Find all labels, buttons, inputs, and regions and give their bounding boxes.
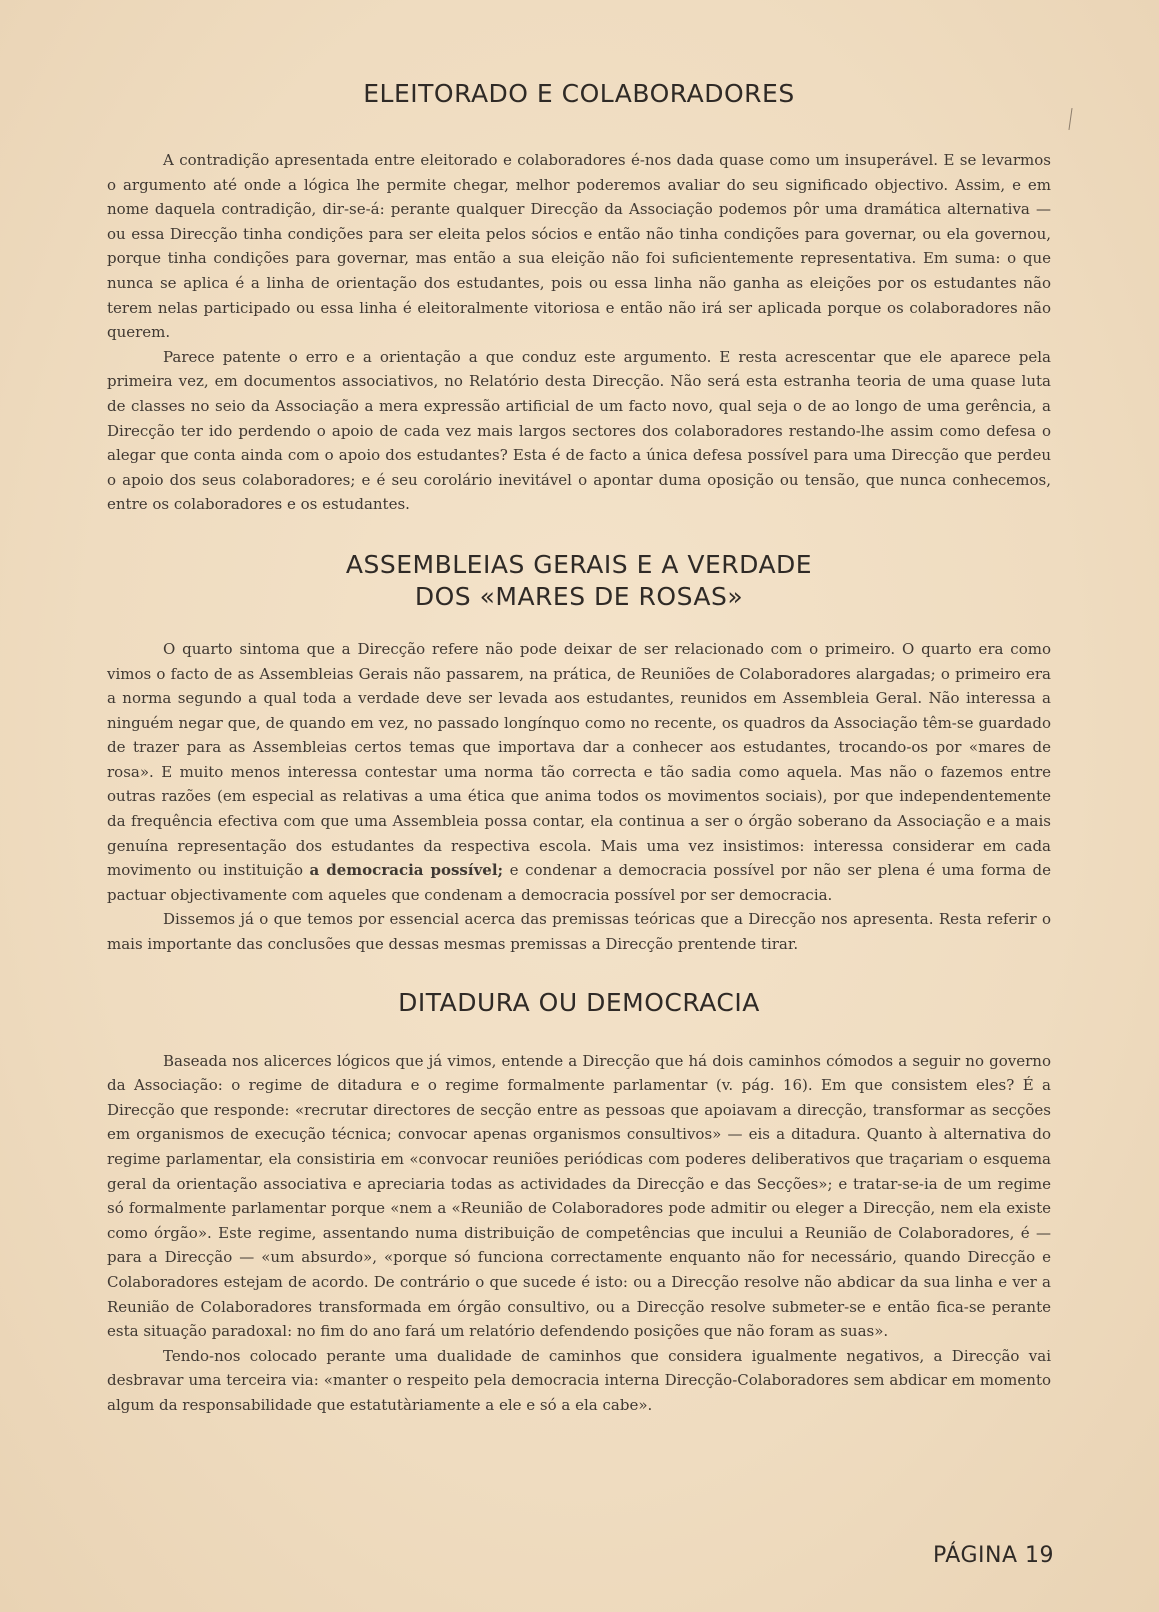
section-heading-assembleias bbox=[107, 549, 1051, 613]
section-heading-line: ASSEMBLEIAS GERAIS E A VERDADE bbox=[345, 549, 813, 579]
emphasis-text: a democracia possível; bbox=[309, 861, 504, 880]
page-number: PÁGINA 19 bbox=[932, 1543, 1054, 1568]
paragraph: Dissemos já o que temos por essencial acerca das premissas teóricas que a Direcção nos apresenta. Resta referir o mais importante das conclusões que dessas mesmas premissas a Direcção prentende tirar. bbox=[107, 910, 1051, 954]
section-heading-line: DOS «MARES DE ROSAS» bbox=[414, 581, 744, 611]
section-heading-ditadura: DITADURA OU DEMOCRACIA bbox=[398, 987, 760, 1017]
article-title: ELEITORADO E COLABORADORES bbox=[363, 79, 795, 108]
paragraph bbox=[107, 637, 1051, 908]
margin-pencil-mark bbox=[1068, 108, 1072, 130]
paragraph: Baseada nos alicerces lógicos que já vimos, entende a Direcção que há dois caminhos cómodos a seguir no governo da Associação: o regime de ditadura e o regime formalmente parlamentar (v. pág. 16). Em que consistem eles? É a Direcção que responde: «recrutar directores de secção entre as pessoas que apoiavam a direcção, transformar as secções em organismos de execução técnica; convocar apenas organismos consultivos» — eis a ditadura. Quanto à alternativa do regime parlamentar, ela consistiria em «convocar reuniões periódicas com poderes deliberativos que traçariam o esquema geral da orientação associativa e apreciaria todas as actividades da Direcção e das Secções»; e tratar-se-ia de um regime só formalmente parlamentar porque «nem a «Reunião de Colaboradores pode admitir ou eleger a Direcção, nem ela existe como órgão». Este regime, assentando numa distribuição de competências que incului a Reunião de Colaboradores, é — para a Direcção — «um absurdo», «porque só funciona correctamente enquanto não for necessário, quando Direcção e Colaboradores estejam de acordo. De contrário o que sucede é isto: ou a Direcção resolve não abdicar da sua linha e ver a Reunião de Colaboradores transformada em órgão consultivo, ou a Direcção resolve submeter-se e então fica-se perante esta situação paradoxal: no fim do ano fará um relatório defendendo posições que não foram as suas». bbox=[107, 1051, 1051, 1341]
paragraph: A contradição apresentada entre eleitorado e colaboradores é-nos dada quase como um insuperável. E se levarmos o argumento até onde a lógica lhe permite chegar, melhor poderemos avaliar do seu significado objectivo. Assim, e em nome daquela contradição, dir-se-á: perante qualquer Direcção da Associação podemos pôr uma dramática alternativa — ou essa Direcção tinha condições para ser eleita pelos sócios e então não tinha condições para governar, ou ela governou, porque tinha condições para governar, mas então a sua eleição não foi suficientemente representativa. Em suma: o que nunca se aplica é a linha de orientação dos estudantes, pois ou essa linha não ganha as eleições por os estudantes não terem nelas participado ou essa linha é eleitoralmente vitoriosa e então não irá ser aplicada porque os colaboradores não querem. bbox=[107, 151, 1051, 342]
paragraph: Tendo-nos colocado perante uma dualidade de caminhos que considera igualmente negativos, a Direcção vai desbravar uma terceira via: «manter o respeito pela democracia interna Direcção-Colaboradores sem abdicar em momento algum da responsabilidade que estatutàriamente a ele e só a ela cabe». bbox=[107, 1346, 1051, 1414]
paragraph-text: O quarto sintoma que a Direcção refere não pode deixar de ser relacionado com o primeiro. O quarto era como vimos o facto de as Assembleias Gerais não passarem, na prática, de Reuniões de Colaboradores alargadas; o primeiro era a norma segundo a qual toda a verdade deve ser levada aos estudantes, reunidos em Assembleia Geral. Não interessa a ninguém negar que, de quando em vez, no passado longínquo como no recente, os quadros da Associação têm-se guardado de trazer para as Assembleias certos temas que importava dar a conhecer aos estudantes, trocando-os por «mares de rosa». E muito menos interessa contestar uma norma tão correcta e tão sadia como aquela. Mas não o fazemos entre outras razões (em especial as relativas a uma ética que anima todos os movimentos sociais), por que independentemente da frequência efectiva com que uma Assembleia possa contar, ela continua a ser o órgão soberano da Associação e a mais genuína representação dos estudantes da respectiva escola. Mais uma vez insistimos: interessa considerar em cada movimento ou instituição bbox=[107, 639, 1051, 880]
article-column bbox=[107, 78, 1051, 1418]
paragraph: Parece patente o erro e a orientação a que conduz este argumento. E resta acrescentar que ele aparece pela primeira vez, em documentos associativos, no Relatório desta Direcção. Não será esta estranha teoria de uma quase luta de classes no seio da Associação a mera expressão artificial de um facto novo, qual seja o de ao longo de uma gerência, a Direcção ter ido perdendo o apoio de cada vez mais largos sectores dos colaboradores restando-lhe assim como defesa o alegar que conta ainda com o apoio dos estudantes? Esta é de facto a única defesa possível para uma Direcção que perdeu o apoio dos seus colaboradores; e é seu corolário inevitável o apontar duma oposição ou tensão, que nunca conhecemos, entre os colaboradores e os estudantes. bbox=[107, 347, 1051, 514]
paragraph-text: e condenar a democracia possível por não ser plena é uma forma de pactuar objectivamente com aqueles que condenam a democracia possível por ser democracia. bbox=[107, 861, 1051, 904]
